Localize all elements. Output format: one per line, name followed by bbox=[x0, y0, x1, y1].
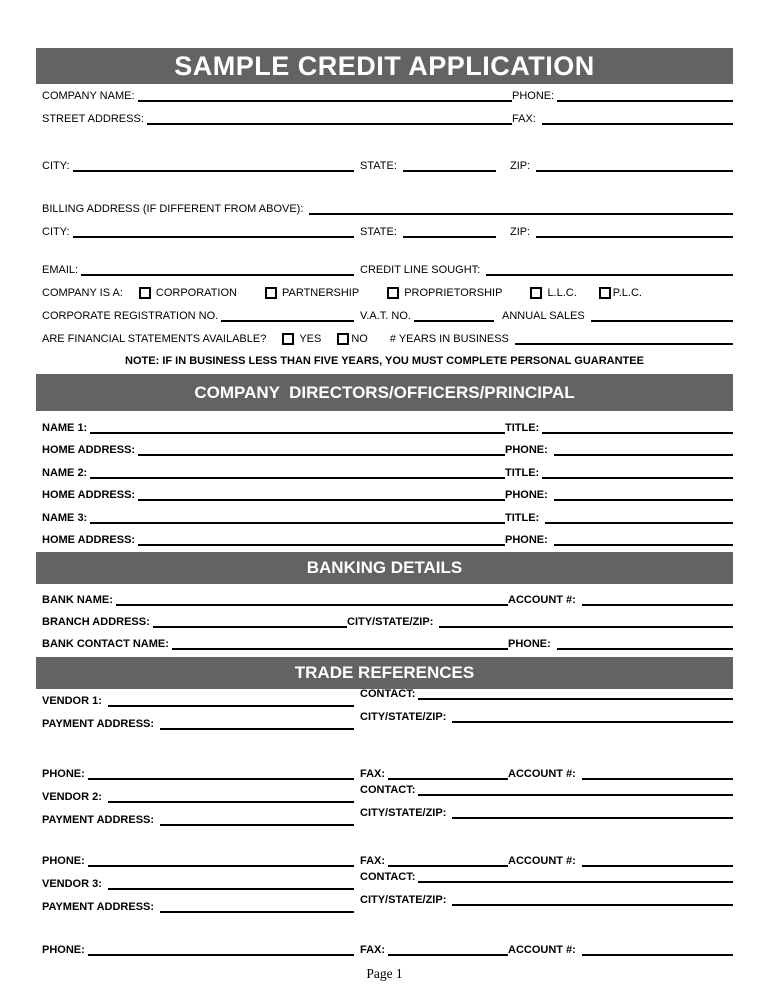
bank-account-label: ACCOUNT #: bbox=[508, 594, 576, 606]
billing-state-field bbox=[360, 226, 510, 238]
title-1-input-line[interactable] bbox=[542, 432, 733, 434]
home-address-3-input-line[interactable] bbox=[138, 544, 505, 546]
bank-city-state-zip-input-line[interactable] bbox=[439, 626, 733, 628]
bank-contact-name-input-line[interactable] bbox=[172, 648, 508, 650]
director-row bbox=[36, 462, 733, 485]
state-field bbox=[360, 160, 510, 172]
fax-field bbox=[512, 113, 733, 125]
vendor-3-city-state-zip-input-line[interactable] bbox=[452, 904, 733, 906]
annual-sales-label: ANNUAL SALES bbox=[502, 310, 585, 322]
account-label: ACCOUNT #: bbox=[508, 855, 576, 867]
state-label: STATE: bbox=[360, 226, 397, 238]
billing-city-state-zip-row bbox=[36, 222, 733, 245]
vendor-2-phone-input-line[interactable] bbox=[88, 865, 354, 867]
home-address-2-input-line[interactable] bbox=[138, 499, 505, 501]
billing-address-input-line[interactable] bbox=[309, 213, 733, 215]
director-row bbox=[36, 417, 733, 440]
partnership-label: PARTNERSHIP bbox=[281, 287, 360, 299]
vendor-1-city-state-zip-field bbox=[360, 711, 733, 723]
name-1-input-line[interactable] bbox=[90, 432, 505, 434]
registration-vat-sales-row bbox=[36, 306, 733, 329]
vendor-3-city-state-zip-field bbox=[360, 894, 733, 906]
page-content bbox=[36, 48, 733, 982]
vendor-2-account-field bbox=[508, 855, 733, 867]
directors-section-heading: COMPANY DIRECTORS/OFFICERS/PRINCIPAL bbox=[36, 374, 733, 411]
annual-sales-field bbox=[502, 310, 733, 322]
vendor-2-label: VENDOR 2: bbox=[42, 791, 102, 803]
payment-address-label: PAYMENT ADDRESS: bbox=[42, 814, 155, 826]
account-label: ACCOUNT #: bbox=[508, 768, 576, 780]
yes-label: YES bbox=[299, 333, 322, 345]
bank-phone-field bbox=[508, 638, 733, 650]
personal-guarantee-note: NOTE: IF IN BUSINESS LESS THAN FIVE YEARS, YOU MUST COMPLETE PERSONAL GUARANTEE bbox=[125, 355, 644, 367]
name-2-field bbox=[42, 467, 505, 479]
bank-name-field bbox=[42, 594, 508, 606]
vendor-1-account-field bbox=[508, 768, 733, 780]
name-1-label: NAME 1: bbox=[42, 421, 88, 434]
vendor-3-fax-input-line[interactable] bbox=[388, 954, 508, 956]
bank-account-input-line[interactable] bbox=[582, 604, 733, 606]
title-1-field bbox=[505, 422, 733, 434]
vendor-3-field bbox=[42, 878, 354, 890]
vendor-3-input-line[interactable] bbox=[108, 888, 354, 890]
director-phone-2-field bbox=[505, 489, 733, 501]
vendor-1-phone-field bbox=[42, 768, 354, 780]
home-address-3-field bbox=[42, 534, 505, 546]
vendor-1-payment-address-input-line[interactable] bbox=[160, 728, 354, 730]
spacer bbox=[36, 920, 733, 940]
spacer bbox=[36, 737, 733, 764]
vat-field bbox=[360, 310, 502, 322]
home-address-1-label: HOME ADDRESS: bbox=[42, 444, 136, 456]
company-name-input-line[interactable] bbox=[138, 100, 513, 102]
vendor-1-city-state-zip-input-line[interactable] bbox=[452, 721, 733, 723]
corporate-registration-field bbox=[42, 310, 354, 322]
director-phone-1-field bbox=[505, 444, 733, 456]
name-2-input-line[interactable] bbox=[90, 477, 505, 479]
vat-input-line[interactable] bbox=[414, 320, 494, 322]
phone-field bbox=[512, 90, 733, 102]
zip-label: ZIP: bbox=[510, 160, 531, 172]
vendor-1-phone-input-line[interactable] bbox=[88, 778, 354, 780]
vendor-2-contact-field bbox=[360, 784, 733, 796]
phone-label: PHONE: bbox=[42, 944, 85, 956]
fax-input-line[interactable] bbox=[542, 123, 733, 125]
bank-name-input-line[interactable] bbox=[116, 604, 508, 606]
name-2-label: NAME 2: bbox=[42, 466, 88, 479]
name-1-field bbox=[42, 422, 505, 434]
corporation-label: CORPORATION bbox=[155, 287, 237, 299]
no-option bbox=[337, 333, 368, 345]
city-input-line[interactable] bbox=[73, 170, 354, 172]
company-is-a-label: COMPANY IS A: bbox=[42, 287, 123, 299]
title-3-field bbox=[505, 512, 733, 524]
spacer bbox=[36, 245, 733, 260]
bank-phone-label: PHONE: bbox=[508, 638, 551, 650]
company-type-row bbox=[36, 283, 733, 306]
zip-input-line[interactable] bbox=[536, 170, 733, 172]
vendor-3-address-row bbox=[36, 894, 733, 920]
director-row bbox=[36, 485, 733, 508]
billing-city-input-line[interactable] bbox=[73, 236, 354, 238]
bank-phone-input-line[interactable] bbox=[557, 648, 733, 650]
home-address-2-label: HOME ADDRESS: bbox=[42, 489, 136, 501]
contact-label: CONTACT: bbox=[360, 688, 416, 700]
vendor-1-address-row bbox=[36, 711, 733, 737]
vendor-3-label: VENDOR 3: bbox=[42, 878, 102, 890]
banking-section-heading: BANKING DETAILS bbox=[36, 552, 733, 584]
director-phone-2-input-line[interactable] bbox=[554, 499, 733, 501]
branch-address-input-line[interactable] bbox=[153, 626, 347, 628]
home-address-1-field bbox=[42, 444, 505, 456]
director-row bbox=[36, 507, 733, 530]
annual-sales-input-line[interactable] bbox=[591, 320, 733, 322]
bank-city-state-zip-field bbox=[347, 616, 733, 628]
vendor-2-account-input-line[interactable] bbox=[582, 865, 733, 867]
payment-address-label: PAYMENT ADDRESS: bbox=[42, 901, 155, 913]
director-phone-1-label: PHONE: bbox=[505, 444, 548, 456]
title-2-input-line[interactable] bbox=[542, 477, 733, 479]
city-field bbox=[42, 160, 354, 172]
branch-address-label: BRANCH ADDRESS: bbox=[42, 616, 150, 628]
vendor-3-fax-field bbox=[360, 944, 508, 956]
vendor-3-phone-row bbox=[36, 940, 733, 963]
title-3-label: TITLE: bbox=[505, 511, 540, 524]
bank-name-label: BANK NAME: bbox=[42, 594, 113, 606]
name-3-label: NAME 3: bbox=[42, 511, 88, 524]
fax-label: FAX: bbox=[360, 855, 386, 867]
vendor-2-fax-input-line[interactable] bbox=[388, 865, 508, 867]
vendor-2-contact-input-line[interactable] bbox=[418, 794, 733, 796]
name-3-input-line[interactable] bbox=[90, 522, 505, 524]
plc-checkbox[interactable] bbox=[599, 287, 611, 299]
vendor-3-payment-address-input-line[interactable] bbox=[160, 911, 354, 913]
payment-address-label: PAYMENT ADDRESS: bbox=[42, 718, 155, 730]
street-address-label: STREET ADDRESS: bbox=[42, 113, 144, 125]
director-phone-3-input-line[interactable] bbox=[554, 544, 733, 546]
bank-contact-name-field bbox=[42, 638, 508, 650]
bank-city-state-zip-label: CITY/STATE/ZIP: bbox=[347, 616, 434, 628]
fax-label: FAX: bbox=[360, 944, 386, 956]
company-name-field bbox=[42, 90, 512, 102]
corporate-registration-input-line[interactable] bbox=[221, 320, 354, 322]
city-label: CITY: bbox=[42, 226, 70, 238]
vendor-3-contact-field bbox=[360, 871, 733, 883]
email-label: EMAIL: bbox=[42, 264, 79, 276]
street-address-input-line[interactable] bbox=[147, 123, 512, 125]
city-state-zip-label: CITY/STATE/ZIP: bbox=[360, 807, 447, 819]
vendor-3-phone-input-line[interactable] bbox=[88, 954, 354, 956]
fax-label: FAX: bbox=[360, 768, 386, 780]
vendor-2-city-state-zip-field bbox=[360, 807, 733, 819]
billing-zip-input-line[interactable] bbox=[536, 236, 733, 238]
partnership-option bbox=[265, 287, 359, 299]
vendor-3-account-field bbox=[508, 944, 733, 956]
branch-address-row bbox=[36, 613, 733, 635]
vendor-1-label: VENDOR 1: bbox=[42, 695, 102, 707]
company-name-label: COMPANY NAME: bbox=[42, 90, 135, 102]
years-in-business-label: # YEARS IN BUSINESS bbox=[389, 333, 509, 345]
zip-label: ZIP: bbox=[510, 226, 531, 238]
home-address-3-label: HOME ADDRESS: bbox=[42, 534, 136, 546]
name-3-field bbox=[42, 512, 505, 524]
director-phone-3-label: PHONE: bbox=[505, 534, 548, 546]
vendor-3-contact-input-line[interactable] bbox=[418, 881, 733, 883]
account-label: ACCOUNT #: bbox=[508, 944, 576, 956]
vendor-3-phone-field bbox=[42, 944, 354, 956]
corporate-registration-label: CORPORATE REGISTRATION NO. bbox=[42, 310, 219, 322]
credit-line-sought-input-line[interactable] bbox=[486, 274, 733, 276]
bank-name-row bbox=[36, 591, 733, 613]
credit-line-sought-label: CREDIT LINE SOUGHT: bbox=[360, 264, 481, 276]
branch-address-field bbox=[42, 616, 347, 628]
yes-option bbox=[282, 333, 321, 345]
yes-checkbox[interactable] bbox=[282, 333, 294, 345]
spacer bbox=[36, 179, 733, 199]
vendor-3-payment-address-field bbox=[42, 901, 354, 913]
home-address-1-input-line[interactable] bbox=[138, 454, 505, 456]
proprietorship-checkbox[interactable] bbox=[387, 287, 399, 299]
city-state-zip-label: CITY/STATE/ZIP: bbox=[360, 711, 447, 723]
vendor-1-fax-input-line[interactable] bbox=[388, 778, 508, 780]
zip-field bbox=[510, 160, 733, 172]
contact-label: CONTACT: bbox=[360, 784, 416, 796]
street-address-row bbox=[36, 109, 733, 132]
corporation-checkbox[interactable] bbox=[139, 287, 151, 299]
city-state-zip-label: CITY/STATE/ZIP: bbox=[360, 894, 447, 906]
street-address-field bbox=[42, 113, 512, 125]
vendor-2-address-row bbox=[36, 807, 733, 833]
city-label: CITY: bbox=[42, 160, 70, 172]
email-credit-line-row bbox=[36, 260, 733, 283]
llc-checkbox[interactable] bbox=[530, 287, 542, 299]
spacer bbox=[36, 584, 733, 591]
llc-option bbox=[530, 287, 576, 299]
vendor-2-payment-address-input-line[interactable] bbox=[160, 824, 354, 826]
bank-account-field bbox=[508, 594, 733, 606]
contact-label: CONTACT: bbox=[360, 871, 416, 883]
phone-label: PHONE: bbox=[42, 768, 85, 780]
corporation-option bbox=[139, 287, 237, 299]
vendor-1-account-input-line[interactable] bbox=[582, 778, 733, 780]
state-input-line[interactable] bbox=[403, 170, 496, 172]
home-address-2-field bbox=[42, 489, 505, 501]
title-1-label: TITLE: bbox=[505, 421, 540, 434]
vendor-1-field bbox=[42, 695, 354, 707]
title-3-input-line[interactable] bbox=[545, 522, 733, 524]
vendor-1-payment-address-field bbox=[42, 718, 354, 730]
title-2-label: TITLE: bbox=[505, 466, 540, 479]
phone-label: PHONE: bbox=[512, 90, 555, 102]
vendor-1-input-line[interactable] bbox=[108, 705, 354, 707]
billing-state-input-line[interactable] bbox=[403, 236, 496, 238]
vendor-1-contact-input-line[interactable] bbox=[418, 698, 733, 700]
vendor-2-input-line[interactable] bbox=[108, 801, 354, 803]
page-number: Page 1 bbox=[366, 966, 403, 981]
no-checkbox[interactable] bbox=[337, 333, 349, 345]
partnership-checkbox[interactable] bbox=[265, 287, 277, 299]
financial-statements-row bbox=[36, 329, 733, 352]
plc-label: P.L.C. bbox=[612, 287, 642, 299]
billing-address-label: BILLING ADDRESS (IF DIFFERENT FROM ABOVE): bbox=[42, 203, 304, 215]
financial-statements-label: ARE FINANCIAL STATEMENTS AVAILABLE? bbox=[42, 333, 267, 345]
fax-label: FAX: bbox=[512, 113, 536, 125]
vendor-2-fax-field bbox=[360, 855, 508, 867]
director-phone-3-field bbox=[505, 534, 733, 546]
vendor-2-phone-field bbox=[42, 855, 354, 867]
billing-address-row bbox=[36, 199, 733, 222]
trade-section-heading: TRADE REFERENCES bbox=[36, 657, 733, 689]
vendor-2-field bbox=[42, 791, 354, 803]
director-row bbox=[36, 440, 733, 463]
vendor-2-payment-address-field bbox=[42, 814, 354, 826]
phone-input-line[interactable] bbox=[557, 100, 733, 102]
vendor-3-account-input-line[interactable] bbox=[582, 954, 733, 956]
vendor-2-city-state-zip-input-line[interactable] bbox=[452, 817, 733, 819]
email-input-line[interactable] bbox=[81, 274, 354, 276]
email-field bbox=[42, 264, 354, 276]
billing-zip-field bbox=[510, 226, 733, 238]
vendor-1-contact-field bbox=[360, 688, 733, 700]
plc-option bbox=[599, 287, 642, 299]
billing-city-field bbox=[42, 226, 354, 238]
proprietorship-option bbox=[387, 287, 502, 299]
bank-contact-row bbox=[36, 635, 733, 657]
bank-contact-name-label: BANK CONTACT NAME: bbox=[42, 638, 169, 650]
vendor-1-fax-field bbox=[360, 768, 508, 780]
director-phone-2-label: PHONE: bbox=[505, 489, 548, 501]
director-phone-1-input-line[interactable] bbox=[554, 454, 733, 456]
page-title: SAMPLE CREDIT APPLICATION bbox=[36, 48, 733, 84]
state-label: STATE: bbox=[360, 160, 397, 172]
llc-label: L.L.C. bbox=[547, 287, 577, 299]
city-state-zip-row bbox=[36, 156, 733, 179]
company-name-row bbox=[36, 86, 733, 109]
years-in-business-input-line[interactable] bbox=[515, 343, 733, 345]
vat-label: V.A.T. NO. bbox=[360, 310, 411, 322]
director-row bbox=[36, 530, 733, 553]
phone-label: PHONE: bbox=[42, 855, 85, 867]
title-2-field bbox=[505, 467, 733, 479]
spacer bbox=[36, 132, 733, 156]
spacer bbox=[36, 833, 733, 851]
credit-line-sought-field bbox=[360, 264, 733, 276]
proprietorship-label: PROPRIETORSHIP bbox=[404, 287, 503, 299]
no-label: NO bbox=[351, 333, 368, 345]
